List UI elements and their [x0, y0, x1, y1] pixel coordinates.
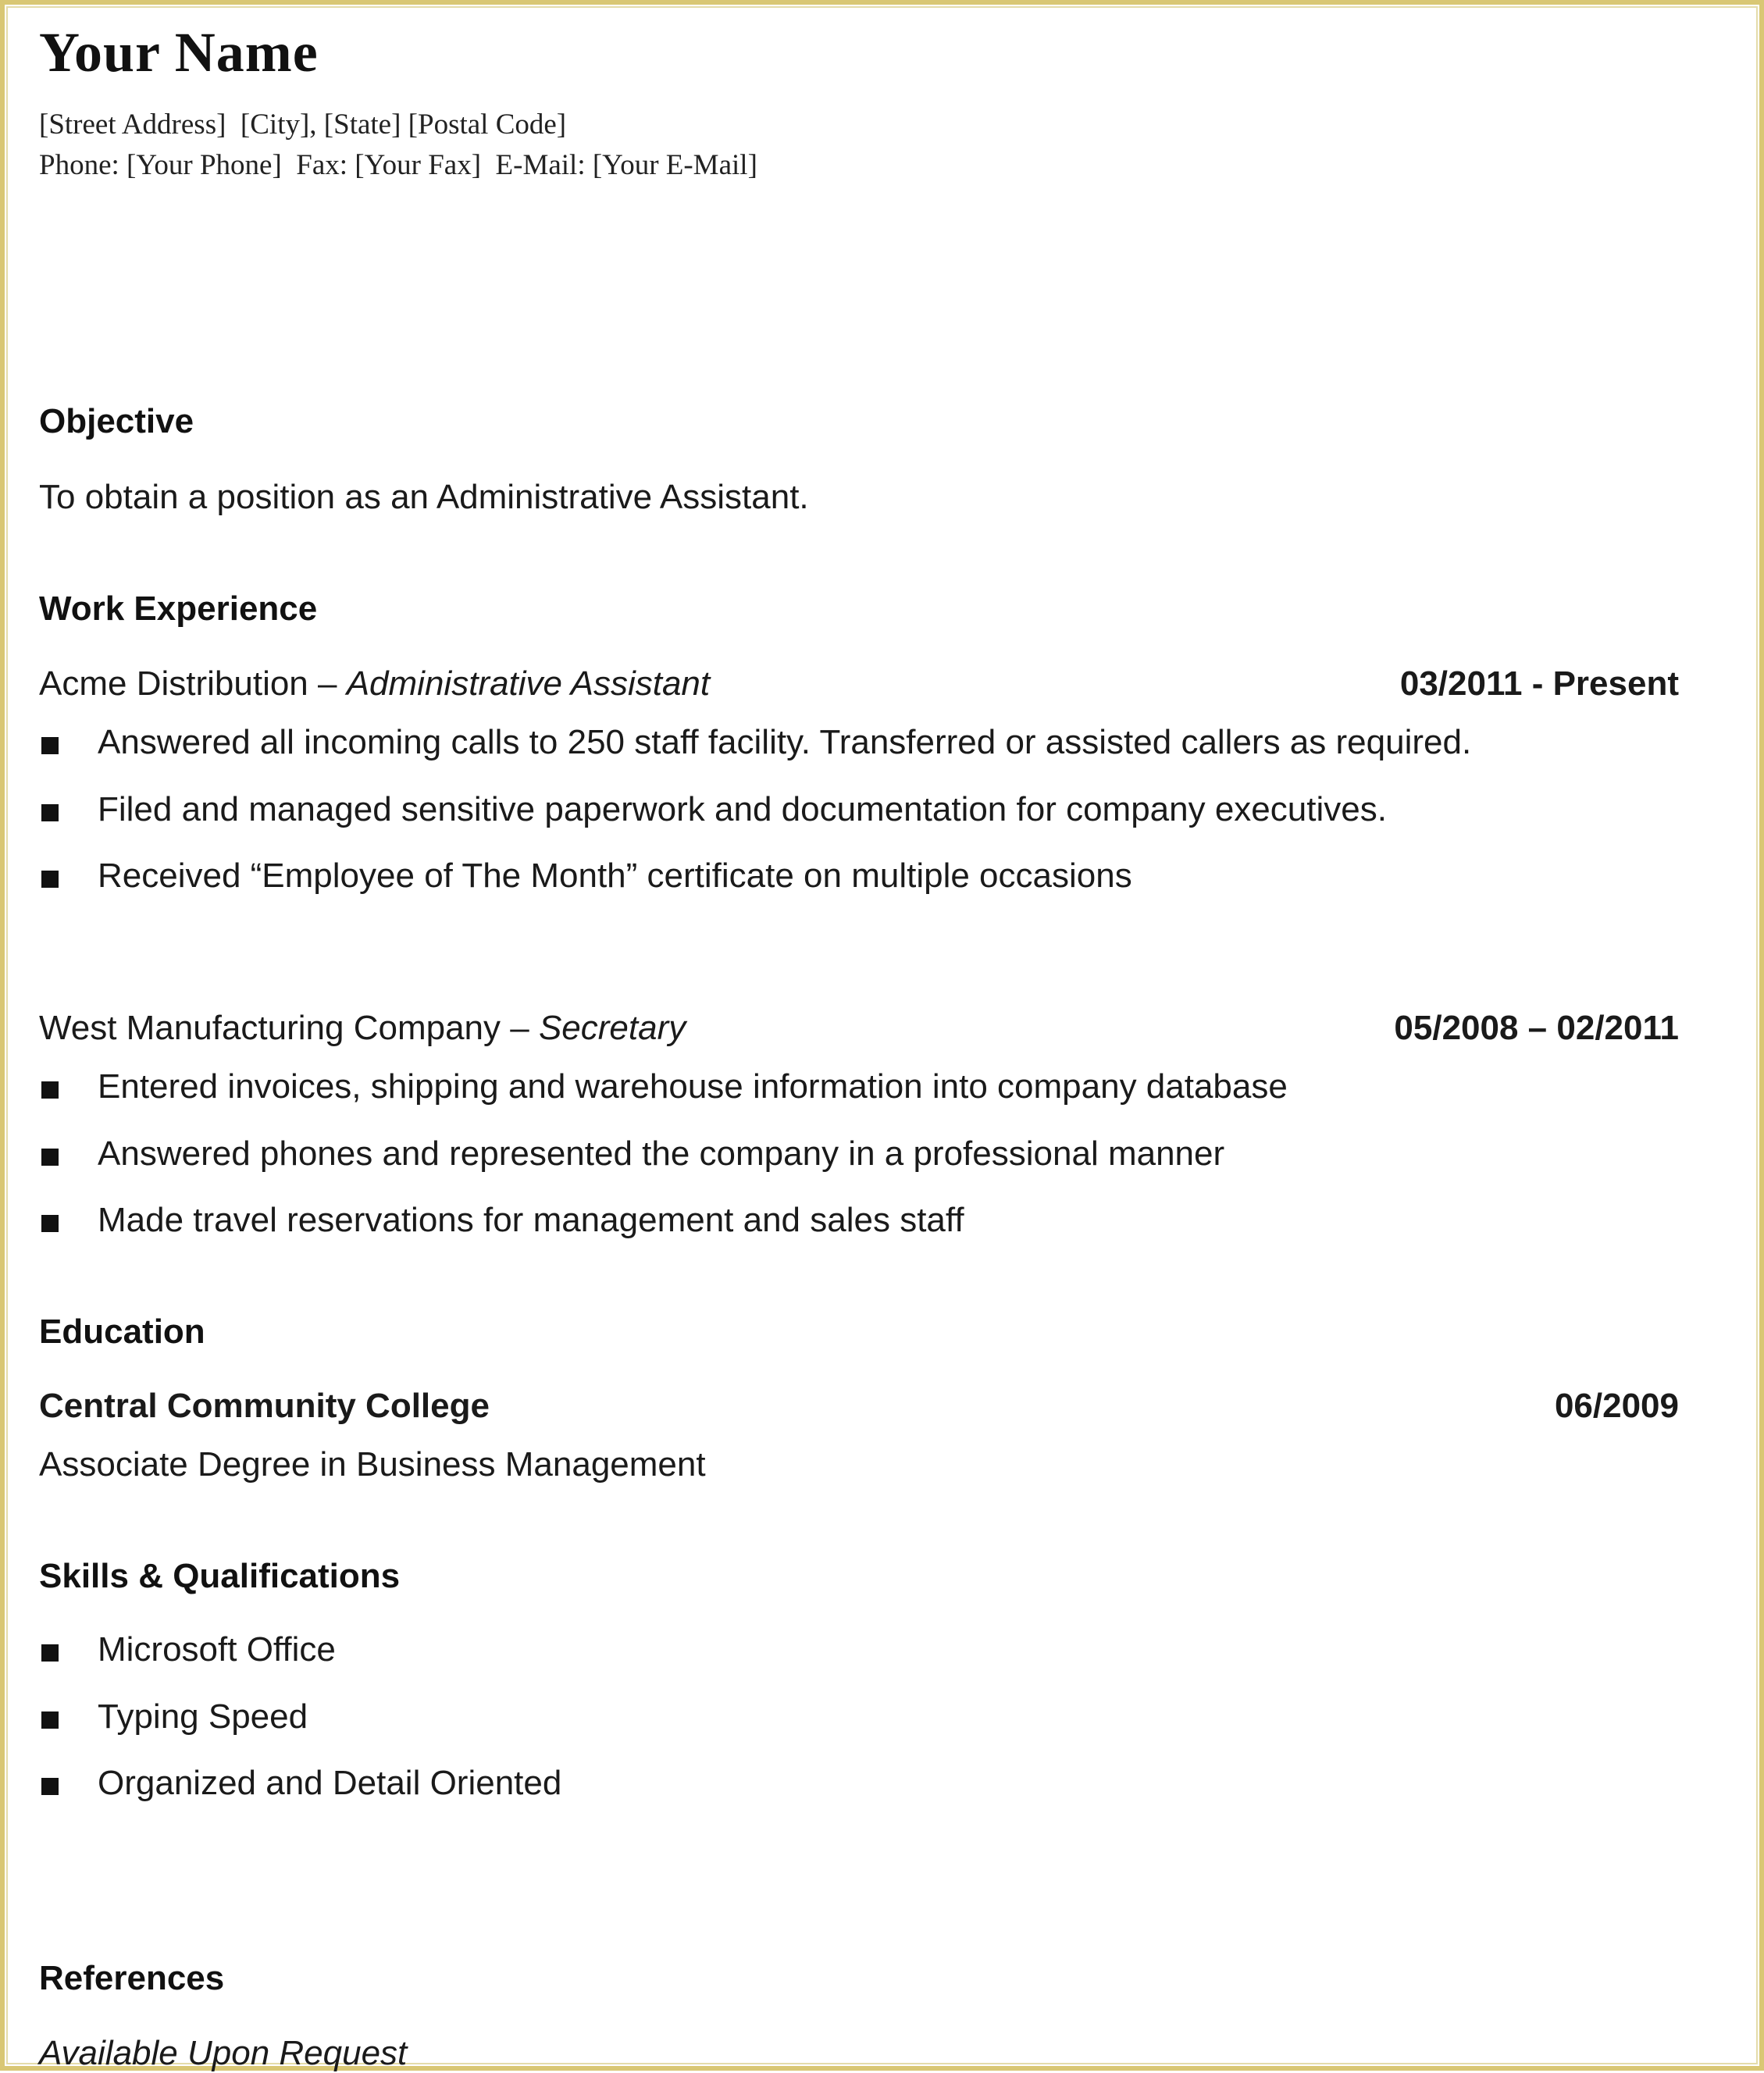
duty-text: Answered phones and represented the company in a professional manner: [98, 1134, 1225, 1173]
bullet-square-icon: [41, 1711, 59, 1729]
address-line: [Street Address] [City], [State] [Postal Code]: [39, 109, 567, 141]
job-role: Administrative Assistant: [346, 664, 711, 703]
duty-text: Made travel reservations for management and sales staff: [98, 1201, 964, 1239]
list-item: [39, 857, 1679, 924]
skill-text: Typing Speed: [98, 1697, 308, 1736]
list-item: [39, 1067, 1679, 1134]
contact-line: Phone: [Your Phone] Fax: [Your Fax] E-Mail: [Your E-Mail]: [39, 149, 757, 181]
list-item: [39, 1764, 1679, 1831]
objective-heading: Objective: [39, 402, 194, 440]
references-text: Available Upon Request: [39, 2034, 408, 2072]
skill-text: Microsoft Office: [98, 1630, 336, 1669]
resume-name: Your Name: [39, 21, 319, 84]
bullet-square-icon: [41, 1149, 59, 1166]
bullet-square-icon: [41, 1778, 59, 1795]
job-duties-list: [39, 723, 1679, 924]
job-title: [39, 1009, 686, 1048]
skills-heading: Skills & Qualifications: [39, 1557, 401, 1595]
list-item: [39, 723, 1679, 790]
work-experience-heading: Work Experience: [39, 589, 318, 628]
job-header: [39, 1009, 1679, 1053]
duty-text: Received “Employee of The Month” certificate on multiple occasions: [98, 857, 1132, 895]
objective-text: To obtain a position as an Administrative Assistant.: [39, 478, 809, 516]
bullet-square-icon: [41, 804, 59, 821]
bullet-square-icon: [41, 737, 59, 754]
bullet-square-icon: [41, 1644, 59, 1662]
duty-text: Answered all incoming calls to 250 staff facility. Transferred or assisted callers as required.: [98, 723, 1472, 761]
job-role: Secretary: [538, 1009, 686, 1047]
job-company: Acme Distribution –: [39, 664, 347, 703]
list-item: [39, 1134, 1679, 1202]
job-company: West Manufacturing Company –: [39, 1009, 539, 1047]
bullet-square-icon: [41, 1215, 59, 1232]
education-heading: Education: [39, 1313, 205, 1351]
list-item: [39, 1201, 1679, 1268]
bullet-square-icon: [41, 1081, 59, 1099]
duty-text: Entered invoices, shipping and warehouse information into company database: [98, 1067, 1288, 1106]
job-dates: 03/2011 - Present: [1399, 664, 1679, 703]
job-header: [39, 664, 1679, 708]
list-item: [39, 1630, 1679, 1697]
school-name: Central Community College: [39, 1387, 490, 1425]
duty-text: Filed and managed sensitive paperwork and documentation for company executives.: [98, 789, 1387, 828]
job-dates: 05/2008 – 02/2011: [1394, 1009, 1679, 1047]
references-heading: References: [39, 1959, 225, 1997]
list-item: [39, 1697, 1679, 1765]
degree-text: Associate Degree in Business Management: [39, 1445, 706, 1484]
graduation-date: 06/2009: [1554, 1387, 1679, 1425]
skill-text: Organized and Detail Oriented: [98, 1764, 562, 1802]
bullet-square-icon: [41, 871, 59, 888]
skills-list: [39, 1630, 1679, 1831]
list-item: [39, 790, 1679, 857]
job-duties-list: [39, 1067, 1679, 1268]
education-row: [39, 1387, 1679, 1430]
job-title: [39, 664, 710, 703]
